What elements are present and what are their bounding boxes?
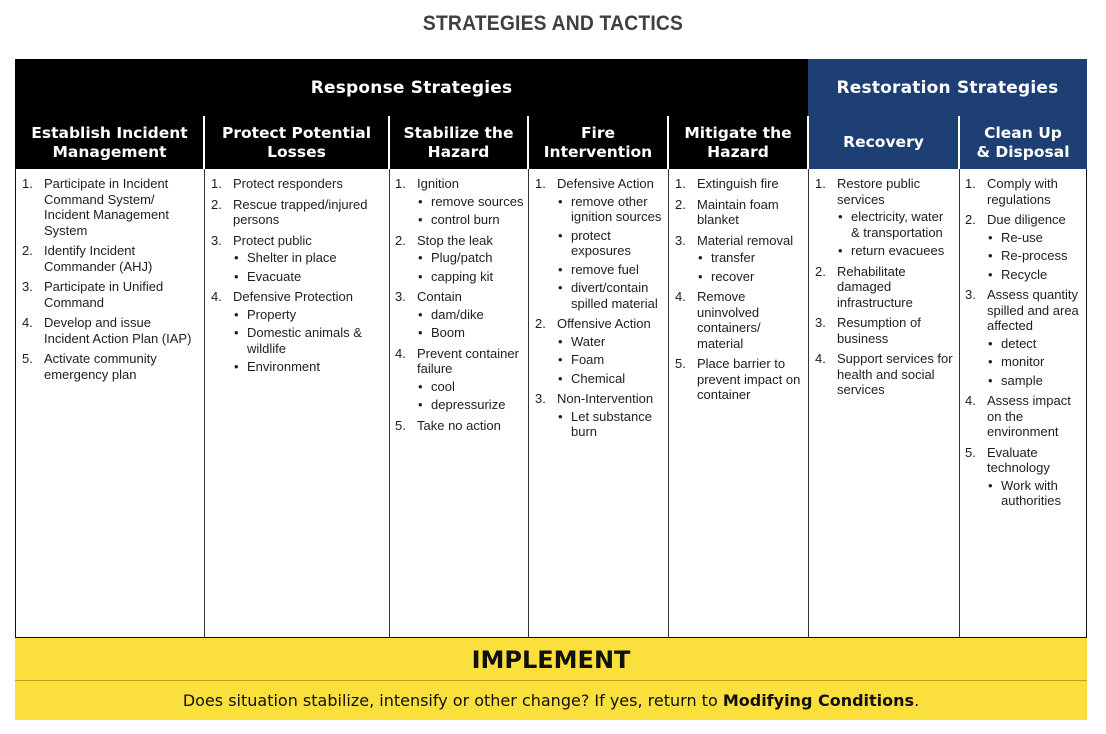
- bullet-item: • capping kit: [417, 269, 525, 285]
- item-text: Develop and issue Incident Action Plan (IAP): [44, 315, 192, 346]
- item-number: 2.: [965, 212, 976, 227]
- header-divider: [527, 116, 529, 169]
- list-item: [815, 264, 955, 311]
- item-text: Place barrier to prevent impact on container: [697, 356, 801, 402]
- item-number: 1.: [815, 176, 826, 191]
- item-text: Identify Incident Commander (AHJ): [44, 243, 153, 274]
- item-number: 1.: [395, 176, 406, 191]
- page-title: STRATEGIES AND TACTICS: [422, 12, 684, 35]
- bullet-list: [557, 409, 663, 440]
- item-number: 3.: [211, 232, 222, 248]
- bullet-item: • Evacuate: [233, 269, 379, 285]
- bullet-item: • Let substance burn: [557, 409, 663, 440]
- list-item: [675, 176, 806, 192]
- item-text: Resumption of business: [837, 315, 921, 346]
- list-item: [815, 176, 955, 259]
- item-number: 3.: [22, 279, 33, 294]
- bullet-list: [557, 334, 663, 387]
- item-text: Remove uninvolved containers/ material: [697, 289, 761, 351]
- bullet-list: [987, 230, 1083, 283]
- item-text: Assess quantity spilled and area affected: [987, 287, 1079, 333]
- bullet-item: • dam/dike: [417, 307, 525, 323]
- column-divider: [668, 169, 669, 637]
- bullet-list: [987, 478, 1083, 509]
- item-text: Assess impact on the environment: [987, 393, 1071, 439]
- item-number: 2.: [211, 196, 222, 212]
- item-text: Comply with regulations: [987, 176, 1058, 207]
- item-number: 3.: [965, 287, 976, 302]
- bullet-list: [233, 307, 379, 375]
- bullet-item: • Domestic animals & wildlife: [233, 325, 379, 356]
- item-text: Support services for health and social services: [837, 351, 953, 397]
- item-text: Stop the leak: [417, 232, 493, 248]
- footer-note: [15, 681, 1087, 720]
- item-text: Protect public: [233, 232, 312, 248]
- item-text: Due diligence: [987, 212, 1066, 227]
- item-number: 5.: [395, 417, 406, 433]
- header-divider: [388, 116, 390, 169]
- bullet-list: [837, 209, 955, 259]
- list-item: [675, 197, 806, 228]
- list-item: [211, 197, 379, 228]
- column-header-clean-up-disposal: Clean Up & Disposal: [959, 116, 1087, 169]
- list-item: [211, 233, 379, 285]
- list-item: [815, 351, 955, 398]
- list-item: [965, 393, 1083, 440]
- bullet-item: • Chemical: [557, 371, 663, 387]
- item-number: 4.: [815, 351, 826, 366]
- item-text: Prevent container failure: [417, 345, 519, 376]
- item-number: 5.: [965, 444, 976, 460]
- list-item: [22, 243, 192, 274]
- bullet-item: • protect exposures: [557, 228, 663, 259]
- item-number: 5.: [22, 351, 33, 366]
- column-mitigate-the-hazard: [675, 176, 806, 408]
- bullet-item: • transfer: [697, 250, 806, 266]
- item-number: 3.: [675, 232, 686, 248]
- bullet-item: • Water: [557, 334, 663, 350]
- bullet-item: • control burn: [417, 212, 525, 228]
- item-text: Activate community emergency plan: [44, 351, 157, 382]
- list-item: [22, 176, 192, 238]
- bullet-item: • Property: [233, 307, 379, 323]
- numbered-list: [22, 176, 192, 382]
- header-divider: [807, 116, 809, 169]
- bullet-list: [417, 307, 525, 341]
- bullet-list: [417, 250, 525, 284]
- item-text: Material removal: [697, 232, 794, 248]
- bullet-list: [987, 336, 1083, 389]
- list-item: [815, 315, 955, 346]
- bullet-item: • recover: [697, 269, 806, 285]
- item-number: 4.: [22, 315, 33, 330]
- column-clean-up-disposal: [965, 176, 1083, 514]
- item-text: Maintain foam blanket: [697, 196, 779, 227]
- bullet-item: • Recycle: [987, 267, 1083, 283]
- column-header-protect-potential-losses: Protect Potential Losses: [204, 116, 389, 169]
- column-header-fire-intervention: Fire Intervention: [528, 116, 668, 169]
- column-stabilize-the-hazard: [395, 176, 525, 438]
- column-header-establish-incident-management: Establish Incident Management: [15, 116, 204, 169]
- column-recovery: [815, 176, 955, 403]
- bullet-item: • electricity, water & transportation: [837, 209, 955, 240]
- list-item: [395, 176, 525, 228]
- list-item: [535, 391, 663, 440]
- list-item: [395, 233, 525, 285]
- numbered-list: [815, 176, 955, 398]
- column-divider: [959, 169, 960, 637]
- item-text: Offensive Action: [557, 316, 651, 331]
- list-item: [675, 356, 806, 403]
- item-text: Extinguish fire: [697, 176, 779, 191]
- header-divider: [958, 116, 960, 169]
- item-number: 3.: [815, 315, 826, 330]
- list-item: [965, 287, 1083, 388]
- bullet-item: • Foam: [557, 352, 663, 368]
- item-text: Protect responders: [233, 176, 343, 191]
- list-item: [22, 315, 192, 346]
- restoration-strategies-band: Restoration Strategies: [808, 59, 1087, 116]
- item-number: 4.: [211, 289, 222, 304]
- numbered-list: [395, 176, 525, 433]
- bullet-list: [233, 250, 379, 284]
- item-text: Participate in Incident Command System/ Incident Management System: [44, 176, 170, 238]
- list-item: [395, 418, 525, 434]
- item-number: 4.: [965, 393, 976, 408]
- bullet-item: • Re-use: [987, 230, 1083, 246]
- bullet-item: • return evacuees: [837, 243, 955, 259]
- item-number: 3.: [535, 391, 546, 406]
- list-item: [965, 212, 1083, 282]
- column-divider: [528, 169, 529, 637]
- header-divider: [203, 116, 205, 169]
- item-number: 1.: [535, 176, 546, 191]
- bullet-list: [697, 250, 806, 284]
- item-text: Defensive Protection: [233, 289, 353, 304]
- footer-prefix: Does situation stabilize, intensify or other change? If yes, return to: [182, 691, 718, 710]
- item-number: 1.: [675, 176, 686, 191]
- bullet-item: • remove fuel: [557, 262, 663, 278]
- list-item: [22, 279, 192, 310]
- response-strategies-band: Response Strategies: [15, 59, 808, 116]
- list-item: [211, 289, 379, 375]
- numbered-list: [535, 176, 663, 440]
- list-item: [395, 346, 525, 413]
- column-header-stabilize-the-hazard: Stabilize the Hazard: [389, 116, 528, 169]
- column-protect-potential-losses: [211, 176, 379, 380]
- list-item: [675, 289, 806, 351]
- bullet-item: • Environment: [233, 359, 379, 375]
- item-text: Take no action: [417, 417, 501, 433]
- numbered-list: [965, 176, 1083, 509]
- numbered-list: [211, 176, 379, 375]
- column-header-recovery: Recovery: [808, 116, 959, 169]
- item-number: 4.: [395, 345, 406, 361]
- list-item: [675, 233, 806, 285]
- list-item: [22, 351, 192, 382]
- bullet-list: [557, 194, 663, 312]
- bullet-item: • detect: [987, 336, 1083, 352]
- item-text: Rehabilitate damaged infrastructure: [837, 263, 913, 310]
- item-text: Rescue trapped/injured persons: [233, 196, 368, 227]
- list-item: [965, 445, 1083, 509]
- item-number: 1.: [22, 176, 33, 191]
- list-item: [395, 289, 525, 341]
- column-divider: [808, 169, 809, 637]
- bullet-item: • depressurize: [417, 397, 525, 413]
- column-establish-incident-management: [22, 176, 192, 387]
- item-number: 2.: [815, 263, 826, 279]
- bullet-item: • remove sources: [417, 194, 525, 210]
- list-item: [211, 176, 379, 192]
- item-text: Non-Intervention: [557, 391, 654, 406]
- column-header-mitigate-the-hazard: Mitigate the Hazard: [668, 116, 808, 169]
- column-divider: [204, 169, 205, 637]
- item-text: Participate in Unified Command: [44, 279, 164, 310]
- item-number: 1.: [211, 176, 222, 191]
- column-fire-intervention: [535, 176, 663, 445]
- bullet-item: • Work with authorities: [987, 478, 1083, 509]
- implement-banner: IMPLEMENT: [15, 637, 1087, 681]
- item-text: Contain: [417, 289, 462, 304]
- bullet-item: • remove other ignition sources: [557, 194, 663, 225]
- bullet-item: • Re-process: [987, 248, 1083, 264]
- list-item: [535, 176, 663, 311]
- footer-suffix: .: [914, 691, 920, 710]
- bullet-item: • sample: [987, 373, 1083, 389]
- bullet-item: • Boom: [417, 325, 525, 341]
- item-number: 2.: [535, 316, 546, 331]
- bullet-item: • Shelter in place: [233, 250, 379, 266]
- item-number: 2.: [395, 232, 406, 248]
- column-divider: [389, 169, 390, 637]
- item-number: 3.: [395, 289, 406, 304]
- bullet-list: [417, 194, 525, 228]
- modifying-conditions-link: Modifying Conditions: [722, 691, 915, 710]
- list-item: [535, 316, 663, 386]
- bullet-item: • cool: [417, 379, 525, 395]
- item-text: Restore public services: [837, 176, 921, 207]
- item-number: 2.: [675, 196, 686, 212]
- numbered-list: [675, 176, 806, 403]
- bullet-item: • monitor: [987, 354, 1083, 370]
- item-number: 5.: [675, 356, 686, 371]
- bullet-item: • Plug/patch: [417, 250, 525, 266]
- header-divider: [667, 116, 669, 169]
- item-text: Defensive Action: [557, 176, 654, 191]
- item-number: 2.: [22, 243, 33, 258]
- bullet-list: [417, 379, 525, 413]
- item-text: Ignition: [417, 176, 459, 191]
- item-number: 1.: [965, 176, 976, 191]
- list-item: [965, 176, 1083, 207]
- bullet-item: • divert/contain spilled material: [557, 280, 663, 311]
- item-number: 4.: [675, 289, 686, 304]
- item-text: Evaluate technology: [987, 444, 1050, 475]
